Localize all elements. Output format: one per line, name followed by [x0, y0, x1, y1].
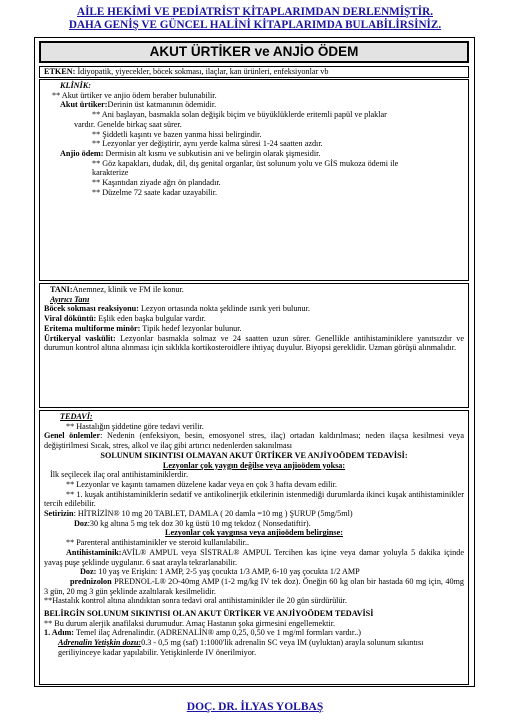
etken-section — [39, 66, 469, 78]
anjio-odem-label: Anjio ödem: — [60, 148, 104, 158]
setirizin-text: : HİTRİZİN® 10 mg 20 TABLET, DAMLA ( 20 damla =10 mg ) ŞURUP (5mg/5ml) — [73, 509, 353, 519]
tedavi-line: İlk seçilecek ilaç oral antihistaminiklerdir. — [50, 470, 188, 480]
klinik-line: Derinin üst katmanının ödemidir. — [107, 100, 217, 110]
klinik-line: vardır. Genelde birkaç saat sürer. — [74, 119, 182, 129]
doz-label: Doz: — [80, 567, 97, 577]
klinik-line: ** Akut ürtiker ve anjio ödem beraber bulunabilir. — [52, 90, 217, 100]
klinik-line: ** Şiddetli kaşıntı ve bazen yanma hissi belirgindir. — [92, 129, 262, 139]
tani-heading: TANI: — [50, 285, 73, 294]
klinik-line: Dermisin alt kısmı ve subkutisin ani ve belirgin olarak şişmesidir. — [103, 148, 321, 158]
author-footer: DOÇ. DR. İLYAS YOLBAŞ — [186, 701, 324, 713]
tedavi-line: ** Lezyonlar ve kaşıntı tamamen düzelene kadar veya en çok 3 hafta devam edilir. — [66, 479, 337, 489]
subheading: SOLUNUM SIKINTISI OLMAYAN AKUT ÜRTİKER VE ANJİYOÖDEM TEDAVİSİ: — [100, 450, 408, 460]
setirizin-label: Setirizin — [44, 509, 74, 519]
tani-item-label: Böcek sokması reaksiyonu: — [44, 304, 139, 314]
tani-item-text: Lezyon ortasında nokta şeklinde ısırık yeri bulunur. — [138, 304, 310, 314]
klinik-heading: KLİNİK: — [60, 81, 91, 90]
tedavi-line: ** Parenteral antihistaminikler ve steroid kullanılabilir.. — [66, 538, 250, 548]
adim-text: Temel ilaç Adrenalindir. (ADRENALİN® amp 0,25, 0,50 ve 1 mg/ml formları vardır..) — [74, 628, 362, 638]
prednizolon-label: prednizolon — [70, 576, 112, 586]
prednizolon-text: PREDNOL-L® 2O-40mg AMP (1-2 mg/kg IV tek doz). Öneğin 60 kg olan bir hastada 60 mg için, 40mg 3 gün, 20 mg 3 gün şeklinde azaltılarak kesilmelidir. — [44, 576, 464, 596]
adrenalin-dose-text: 0.3 - 0,5 mg (saf) 1:1000'lik adrenalin SC veya IM (uyluktan) arayla solunum sıkıntısı geriliyinceye kadar yapılabilir. Yetişkinlerde IV önerilmiyor. — [58, 638, 424, 657]
tedavi-heading: TEDAVİ: — [60, 412, 93, 421]
banner-line-1: AİLE HEKİMİ VE PEDİATRİST KİTAPLARIMDAN DERLENMİŞTİR. — [77, 6, 433, 18]
doz-text: 10 yaş ve Erişkin: 1 AMP, 2-5 yaş çocukta 1/3 AMP, 6-10 yaş çocukta 1/2 AMP — [96, 567, 360, 577]
klinik-line: ** Düzelme 72 saate kadar uzayabilir. — [92, 187, 218, 197]
antihistaminik-label: Antihistaminik: — [66, 547, 122, 557]
tedavi-line: ** 1. kuşak antihistaminiklerin sedatif ve antikolinerjik etkilerinin istenmediği durumlarda ikinci kuşak antihistaminikler tercih edilebilir. — [44, 489, 464, 509]
tani-text: Anemnez, klinik ve FM ile konur. — [72, 285, 184, 294]
tedavi-line: ** Hastalığın şiddetine göre tedavi verilir. — [66, 421, 204, 431]
klinik-line: karakterize — [92, 168, 129, 178]
subheading: BELİRGİN SOLUNUM SIKINTISI OLAN AKUT ÜRTİKER VE ANJİYOÖDEM TEDAVİSİ — [44, 609, 374, 619]
etken-text: İdiyopatik, yiyecekler, böcek sokması, ilaçlar, kan ürünleri, enfeksiyonlar vb — [75, 67, 329, 76]
klinik-section — [39, 79, 469, 281]
tani-item-text: Lezyonlar basmakla solmaz ve 24 saatten uzun sürer. Genellikle antihistaminiklere yanıtsızdır ve durumun kontrol altına alınması için sıklıkla kortikosteroidlere ihtiyaç duyulur. Biyopsi gereklidir. Uzman görüşü alınmalıdır. — [44, 333, 464, 353]
genel-onlemler-text: : Nedenin (enfeksiyon, besin, emosyonel stres, ilaç) ortadan kaldırılması; neden ilaçsa kesilmesi veya değiştirilmesi Sıcak, stres, alkol ve ilaç gibi artırıcı nedenlerden sakınılması — [44, 431, 464, 451]
klinik-line: ** Lezyonlar yer değiştirir, aynı yerde kalma süresi 1-24 saatten azdır. — [92, 139, 323, 149]
tani-section — [39, 283, 469, 408]
ayirici-tani-heading: Ayırıcı Tanı — [50, 294, 90, 304]
tani-item-text: Tipik hedef lezyonlar bulunur. — [140, 323, 242, 333]
tani-item-label: Eritema multiforme minör: — [44, 323, 141, 333]
tani-item-label: Viral döküntü: — [44, 314, 97, 324]
genel-onlemler-label: Genel önlemler — [44, 431, 101, 441]
klinik-line: ** Ani başlayan, basmakla solan değişik biçim ve büyüklüklerde eritemli papül ve plaklar — [92, 110, 387, 120]
doz-text: :30 kg altına 5 mg tek doz 30 kg üstü 10 mg tekdoz ( Nonsedatiftir). — [87, 518, 311, 528]
doz-label: Doz — [74, 518, 88, 528]
adrenalin-dose-label: Adrenalin Yetişkin dozu: — [58, 638, 142, 648]
tani-item-text: Eşlik eden başka bulgular vardır. — [96, 314, 206, 324]
adim-label: 1. Adım: — [44, 628, 75, 638]
tedavi-line: **Hastalık kontrol altına alındıktan sonra tedavi oral antihistaminikler ile 20 gün sürdürülür. — [44, 596, 347, 606]
akut-urtiker-label: Akut ürtiker: — [60, 100, 108, 110]
banner-line-2: DAHA GENİŞ VE GÜNCEL HALİNİ KİTAPLARIMDA BULABİLİRSİNİZ. — [68, 19, 442, 31]
tedavi-line: ** Bu durum alerjik anafilaksi durumudur. Amaç Hastanın şoka girmesini engellemektir. — [44, 618, 336, 628]
page-title: AKUT ÜRTİKER ve ANJİO ÖDEM — [39, 41, 469, 63]
antihistaminik-text: AVİL® AMPUL veya SİSTRAL® AMPUL Tercihen kas içine veya damar yoluyla 5 dakika içinde yavaş puşe şeklinde uygulanır. 6 saat arayla tekrarlanabilir. — [44, 547, 464, 567]
subheading: Lezyonlar çok yaygın değilse veya anjioödem yoksa: — [162, 460, 346, 470]
klinik-line: ** Kaşıntıdan ziyade ağrı ön plandadır. — [92, 178, 221, 188]
etken-label: ETKEN: — [44, 67, 76, 76]
tedavi-section — [39, 410, 469, 685]
subheading: Lezyonlar çok yaygınsa veya anjioödem belirginse: — [165, 528, 343, 538]
banner — [0, 6, 510, 32]
klinik-line: ** Göz kapakları, dudak, dil, dış genital organlar, üst solunum yolu ve GİS mukoza ödemi ile — [92, 158, 399, 168]
document-frame — [34, 37, 475, 687]
tani-item-label: Ürtikeryal vaskülit: — [44, 333, 116, 343]
